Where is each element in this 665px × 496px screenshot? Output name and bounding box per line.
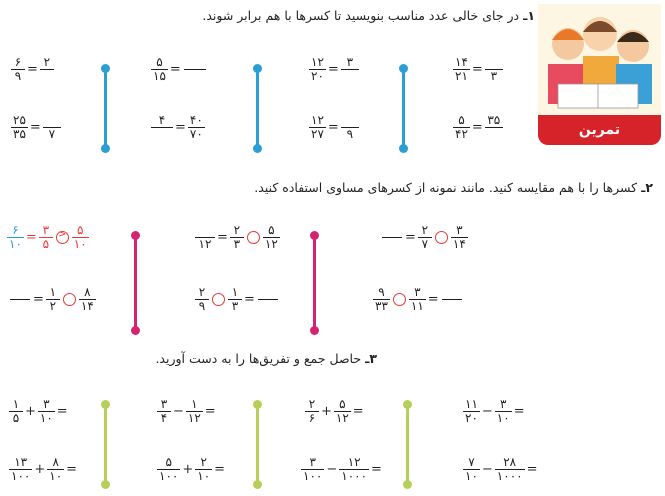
q3-divider-dot	[403, 480, 412, 489]
fraction-with-blank[interactable]: ۲	[40, 56, 54, 83]
fraction-with-blank[interactable]: ۷	[43, 114, 61, 141]
answer-blank[interactable]	[442, 299, 462, 300]
q3-expression	[156, 456, 226, 483]
fraction: $\frac{۱۲}{۱۰۰۰}$	[341, 455, 368, 483]
q1-equation	[308, 114, 360, 141]
q1-divider-dot	[399, 144, 408, 153]
q2-comparison	[8, 286, 97, 313]
fraction: $\frac{۵}{۱۵}$	[153, 55, 166, 83]
q2-comparison	[194, 286, 280, 313]
operator-sign: +	[182, 462, 194, 477]
fraction: $\frac{۹}{۳۳}$	[375, 285, 388, 313]
q1-equation	[150, 56, 208, 83]
q2-divider-dot	[131, 326, 140, 335]
fraction: $\frac{۷}{۱۰}$	[465, 455, 478, 483]
operator-sign: =	[352, 404, 364, 419]
fraction: $\frac{۳}{۱۴}$	[452, 223, 466, 251]
exercise-badge: تمرین	[538, 115, 661, 145]
operator-sign: +	[25, 404, 36, 419]
q3-divider	[104, 404, 107, 484]
fraction: $\frac{۵}{۴۲}$	[455, 113, 468, 141]
fraction: $\frac{۳}{۵}$	[39, 224, 53, 251]
q1-divider-dot	[101, 144, 110, 153]
fraction: $\frac{۵}{۱۲}$	[264, 223, 278, 251]
fraction: $\frac{۵}{۱۲}$	[335, 397, 349, 425]
fraction: $\frac{۲}{۹}$	[195, 286, 209, 313]
operator-sign: =	[327, 62, 339, 77]
q3-divider	[406, 404, 409, 484]
operator-sign: =	[244, 292, 255, 307]
fraction: $\frac{۲}{۷}$	[418, 224, 432, 251]
q1-instruction	[202, 8, 535, 23]
operator-sign: =	[471, 62, 483, 77]
fraction: $\frac{۱۲}{۲۰}$	[311, 55, 324, 83]
comparison-circle[interactable]	[435, 231, 448, 244]
fraction-with-blank[interactable]: ۳	[341, 56, 359, 83]
fraction-with-blank[interactable]: ۳۵	[485, 114, 503, 141]
operator-sign: =	[66, 462, 78, 477]
fraction-with-blank[interactable]: ۴	[151, 114, 173, 141]
q2-text: کسرها را با هم مقایسه کنید. مانند نمونه از کسرهای مساوی استفاده کنید.	[254, 180, 638, 195]
q3-text: حاصل جمع و تفریق‌ها را به دست آورید.	[155, 351, 362, 366]
operator-sign: =	[327, 120, 339, 135]
operator-sign: =	[56, 404, 68, 419]
comparison-circle[interactable]	[212, 293, 225, 306]
operator-sign: =	[405, 230, 416, 245]
fraction: $\frac{۱۲}{۲۷}$	[311, 113, 324, 141]
answer-blank[interactable]	[258, 299, 278, 300]
operator-sign: =	[25, 230, 37, 245]
fraction: $\frac{۲}{۱۰}$	[197, 455, 211, 483]
q3-instruction	[155, 351, 377, 366]
operator-sign: −	[481, 404, 493, 419]
fraction: $\frac{۶}{۱۰}$	[9, 223, 22, 251]
fraction: $\frac{۱}{۳}$	[228, 286, 242, 313]
q1-divider	[104, 68, 107, 148]
q1-text: در جای خالی عدد مناسب بنویسید تا کسرها با هم برابر شوند.	[202, 8, 520, 23]
answer-blank[interactable]	[184, 69, 206, 70]
fraction: $\frac{۳}{۱۱}$	[410, 285, 424, 313]
operator-sign: +	[34, 462, 46, 477]
fraction: $\frac{۲}{۶}$	[305, 398, 319, 425]
answer-blank[interactable]	[10, 299, 30, 300]
q3-expression	[8, 398, 69, 425]
operator-sign: =	[513, 404, 525, 419]
fraction: $\frac{۲۵}{۳۵}$	[13, 113, 26, 141]
fraction: $\frac{۳}{۱۰۰}$	[303, 455, 323, 483]
operator-sign: −	[481, 462, 493, 477]
fraction: $\frac{۴۰}{۷۰}$	[189, 113, 203, 141]
comparison-circle[interactable]	[393, 293, 406, 306]
q2-instruction	[254, 180, 653, 195]
operator-sign: =	[471, 120, 483, 135]
fraction: $\frac{۲۸}{۱۰۰۰}$	[496, 455, 523, 483]
q1-equation	[452, 114, 504, 141]
q3-divider-dot	[101, 480, 110, 489]
q1-equation	[308, 56, 360, 83]
q2-comparison	[372, 286, 464, 313]
operator-sign: =	[526, 462, 538, 477]
operator-sign: =	[33, 292, 44, 307]
q3-number: ۳ـ	[365, 351, 377, 366]
q2-comparison	[380, 224, 469, 251]
q2-comparison	[194, 224, 281, 251]
operator-sign: =	[175, 120, 186, 135]
operator-sign: =	[217, 230, 228, 245]
fraction: $\frac{۱۱}{۲۰}$	[465, 397, 478, 425]
fraction: $\frac{۲}{۳}$	[230, 224, 244, 251]
children-illustration	[538, 4, 661, 115]
fraction: $\frac{۸}{۱۴}$	[80, 285, 94, 313]
q1-divider-dot	[253, 144, 262, 153]
operator-sign: =	[371, 462, 382, 477]
operator-sign: +	[321, 404, 332, 419]
operator-sign: =	[214, 462, 226, 477]
q3-divider	[256, 404, 259, 484]
fraction: $\frac{۱}{۲}$	[46, 286, 60, 313]
operator-sign: =	[427, 292, 439, 307]
fraction: $\frac{۱}{۱۲}$	[187, 397, 201, 425]
fraction: $\frac{۶}{۹}$	[11, 56, 25, 83]
q1-divider	[256, 68, 259, 148]
fraction-with-blank[interactable]: ۱۲	[195, 224, 215, 251]
fraction-with-blank[interactable]: ۹	[341, 114, 359, 141]
answer-blank[interactable]	[382, 237, 402, 238]
fraction: $\frac{۸}{۱۰}$	[49, 455, 63, 483]
q1-number: ۱ـ	[523, 8, 535, 23]
q2-number: ۲ـ	[641, 180, 653, 195]
q1-equation	[452, 56, 504, 83]
fraction: $\frac{۳}{۱۰}$	[39, 397, 53, 425]
operator-sign: =	[169, 62, 181, 77]
operator-sign: =	[204, 404, 216, 419]
q1-equation	[150, 114, 206, 141]
comparison-circle: >	[56, 231, 69, 244]
q3-expression	[156, 398, 217, 425]
fraction: $\frac{۱}{۵}$	[9, 398, 23, 425]
q3-expression	[300, 456, 383, 483]
operator-sign: =	[27, 62, 38, 77]
operator-sign: −	[173, 404, 184, 419]
q3-expression	[462, 398, 526, 425]
q2-divider	[313, 235, 316, 331]
q1-equation	[10, 114, 62, 141]
fraction: $\frac{۳}{۴}$	[157, 398, 171, 425]
q3-expression	[8, 456, 78, 483]
q2-divider	[134, 235, 137, 331]
fraction-with-blank[interactable]: ۳	[485, 56, 503, 83]
q1-divider	[402, 68, 405, 148]
operator-sign: =	[29, 120, 41, 135]
q2-divider-dot	[310, 326, 319, 335]
comparison-circle[interactable]	[63, 293, 76, 306]
operator-sign: −	[326, 462, 338, 477]
fraction: $\frac{۱۴}{۲۱}$	[455, 55, 468, 83]
fraction: $\frac{۱۳}{۱۰۰}$	[11, 455, 31, 483]
fraction: $\frac{۵}{۱۰۰}$	[159, 455, 179, 483]
q3-expression	[462, 456, 538, 483]
fraction: $\frac{۵}{۱۰}$	[73, 223, 87, 251]
fraction: $\frac{۳}{۱۰}$	[496, 397, 510, 425]
q3-divider-dot	[253, 480, 262, 489]
q3-expression	[304, 398, 365, 425]
comparison-circle[interactable]	[247, 231, 260, 244]
q1-equation	[10, 56, 55, 83]
q2-example	[6, 224, 90, 251]
